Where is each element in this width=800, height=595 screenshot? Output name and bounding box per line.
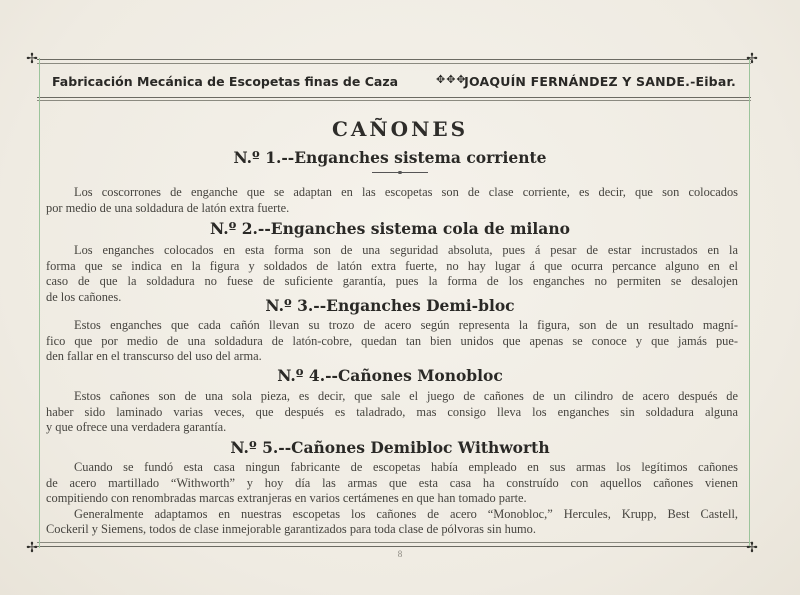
- page-header: [40, 74, 750, 94]
- header-company-name: JOAQUÍN FERNÁNDEZ Y SANDE.-Eibar.: [464, 74, 736, 89]
- corner-ornament-icon: ✢: [746, 540, 758, 556]
- frame-top-rule-inner: [37, 63, 751, 64]
- section-heading: N.º 1.--Enganches sistema corriente: [233, 148, 547, 167]
- header-bottom-rule-inner: [37, 100, 751, 101]
- header-bottom-rule: [37, 97, 751, 98]
- section-paragraph: [46, 389, 738, 436]
- paragraph-line: Generalmente adaptamos en nuestras escopetas los cañones de acero “Monobloc,” Hercules, Krupp, Best Castell,: [74, 506, 738, 521]
- paragraph-line: por medio de una soldadura de latón extra fuerte.: [46, 200, 290, 215]
- frame-bottom-rule-inner: [37, 542, 751, 543]
- paragraph-line: Los coscorrones de enganche que se adaptan en las escopetas son de clase corriente, es decir, que son colocados: [74, 185, 738, 199]
- header-ornament-icon: ✥✥✥: [436, 73, 467, 86]
- corner-ornament-icon: ✢: [746, 51, 758, 67]
- section-heading: N.º 5.--Cañones Demibloc Withworth: [230, 438, 550, 457]
- paragraph-line: de acero martillado “Withworth” y hoy día las armas que esta casa ha construído con aquellos cañones vienen: [46, 475, 738, 490]
- section-heading: N.º 3.--Enganches Demi-bloc: [265, 296, 515, 315]
- page-title: CAÑONES: [331, 117, 469, 141]
- paragraph-line: y que ofrece una verdadera garantía.: [46, 420, 227, 434]
- paragraph-line: Cuando se fundó esta casa ningun fabricante de escopetas había empleado en sus armas los legítimos cañones: [74, 460, 738, 474]
- frame-bottom-rule: [37, 546, 751, 547]
- section-heading: N.º 4.--Cañones Monobloc: [277, 366, 503, 385]
- paragraph-line: compitiendo con renombradas marcas extranjeras en varios certámenes en que han tomado parte.: [46, 491, 527, 505]
- frame-top-rule: [37, 59, 751, 60]
- paragraph-line: Estos cañones son de una sola pieza, es decir, que sale el juego de cañones de un cilindro de acero después de: [74, 389, 738, 403]
- section-heading: N.º 2.--Enganches sistema cola de milano: [210, 219, 570, 238]
- paragraph-line: Cockeril y Siemens, todos de clase inmejorable garantizados para toda clase de pólvoras sin humo.: [46, 522, 536, 536]
- section-paragraph: [46, 185, 738, 216]
- section-paragraph: [46, 460, 738, 538]
- corner-ornament-icon: ✢: [26, 51, 38, 67]
- paragraph-line: den fallar en el transcurso del uso del arma.: [46, 349, 262, 363]
- heading-divider: [372, 172, 428, 173]
- section-paragraph: [46, 318, 738, 365]
- paragraph-line: caso de que la soldadura no fuese de suficiente garantía, pues la forma de los enganches no permiten se desalojen: [46, 274, 738, 288]
- paragraph-line: Estos enganches que cada cañón llevan su trozo de acero según representa la figura, son de un resultado magní-: [74, 318, 738, 332]
- corner-ornament-icon: ✢: [26, 540, 38, 556]
- header-company-description: Fabricación Mecánica de Escopetas finas de Caza: [52, 74, 399, 89]
- paragraph-line: de los cañones.: [46, 289, 122, 304]
- paragraph-line: haber sido laminado varias veces, que después es taladrado, mas consigo lleva los enganches sin soldadura alguna: [46, 404, 738, 419]
- paragraph-line: forma que se indica en la figura y soldados de latón extra fuerte, no hay lugar á que ocurra percance alguno en el: [46, 258, 738, 273]
- paragraph-line: fico que por medio de una soldadura de latón-cobre, quedan tan bien unidos que apenas se conoce y que jamás pue-: [46, 333, 738, 348]
- page-number: 8: [397, 549, 403, 559]
- paragraph-line: Los enganches colocados en esta forma son de una seguridad absoluta, pues á pesar de estar incrustados en la: [74, 243, 738, 257]
